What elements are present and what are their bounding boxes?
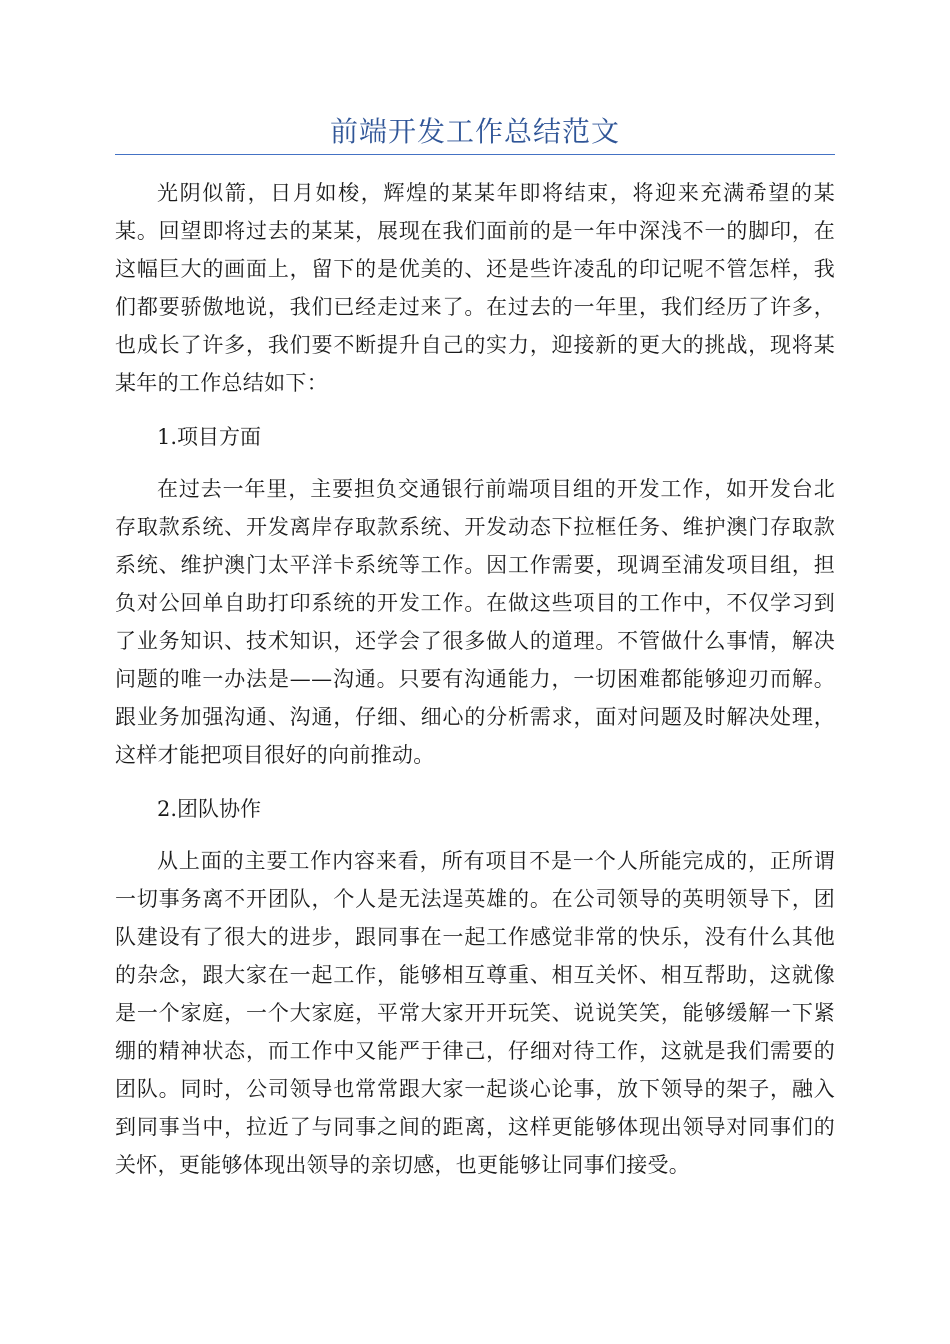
document-body xyxy=(115,174,835,1190)
document-title: 前端开发工作总结范文 xyxy=(329,115,620,148)
section-heading-teamwork: 2.团队协作 xyxy=(157,797,262,821)
teamwork-paragraph: 从上面的主要工作内容来看，所有项目不是一个人所能完成的，正所谓一切事务离不开团队，个人是无法逞英雄的。在公司领导的英明领导下，团队建设有了很大的进步，跟同事在一起工作感觉非常的快乐，没有什么其他的杂念，跟大家在一起工作，能够相互尊重、相互关怀、相互帮助，这就像是一个家庭，一个大家庭，平常大家开开玩笑、说说笑笑，能够缓解一下紧绷的精神状态，而工作中又能严于律己，仔细对待工作，这就是我们需要的团队。同时，公司领导也常常跟大家一起谈心论事，放下领导的架子，融入到同事当中，拉近了与同事之间的距离，这样更能够体现出领导对同事们的关怀，更能够体现出领导的亲切感，也更能够让同事们接受。 xyxy=(115,849,835,1177)
title-underline xyxy=(115,154,835,155)
intro-paragraph: 光阴似箭，日月如梭，辉煌的某某年即将结束，将迎来充满希望的某某。回望即将过去的某某，展现在我们面前的是一年中深浅不一的脚印，在这幅巨大的画面上，留下的是优美的、还是些许凌乱的印记呢不管怎样，我们都要骄傲地说，我们已经走过来了。在过去的一年里，我们经历了许多，也成长了许多，我们要不断提升自己的实力，迎接新的更大的挑战，现将某某年的工作总结如下： xyxy=(115,181,835,395)
projects-paragraph: 在过去一年里，主要担负交通银行前端项目组的开发工作，如开发台北存取款系统、开发离岸存取款系统、开发动态下拉框任务、维护澳门存取款系统、维护澳门太平洋卡系统等工作。因工作需要，现调至浦发项目组，担负对公回单自助打印系统的开发工作。在做这些项目的工作中，不仅学习到了业务知识、技术知识，还学会了很多做人的道理。不管做什么事情，解决问题的唯一办法是——沟通。只要有沟通能力，一切困难都能够迎刃而解。跟业务加强沟通、沟通，仔细、细心的分析需求，面对问题及时解决处理，这样才能把项目很好的向前推动。 xyxy=(115,477,835,767)
section-heading-projects: 1.项目方面 xyxy=(157,425,262,449)
